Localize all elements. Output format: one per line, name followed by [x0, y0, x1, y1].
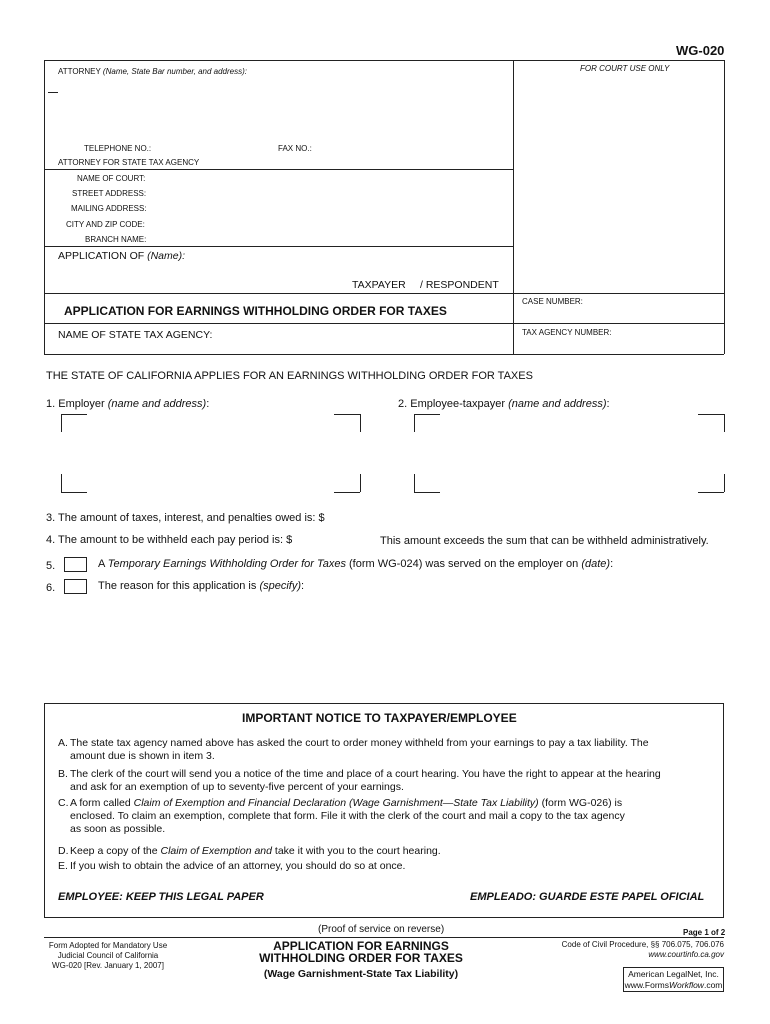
title-row-bottom-rule — [44, 323, 724, 324]
item-1-label: 1. Employer (name and address): — [46, 398, 210, 410]
court-use-divider — [513, 60, 514, 354]
mailing-address-label: MAILING ADDRESS: — [71, 204, 147, 213]
name-of-court-label: NAME OF COURT: — [77, 174, 146, 183]
application-of — [58, 250, 185, 262]
footer-subtitle: (Wage Garnishment-State Tax Liability) — [263, 968, 459, 980]
street-address-label: STREET ADDRESS: — [72, 189, 147, 198]
taxpayer-label: TAXPAYER — [352, 279, 406, 291]
header-left-rule — [44, 60, 45, 354]
item-4-note: This amount exceeds the sum that can be withheld administratively. — [380, 535, 709, 547]
courtinfo-url: www.courtinfo.ca.gov — [648, 950, 724, 959]
empleado-notice: EMPLEADO: GUARDE ESTE PAPEL OFICIAL — [470, 891, 705, 903]
city-zip-label: CITY AND ZIP CODE: — [66, 220, 145, 229]
council-text: Judicial Council of California — [57, 951, 159, 960]
footer-title-line-2: WITHHOLDING ORDER FOR TAXES — [259, 951, 463, 965]
header-bottom-rule — [44, 354, 724, 355]
revision-text: WG-020 [Rev. January 1, 2007] — [52, 961, 164, 970]
notice-item-d: D. Keep a copy of the Claim of Exemption and take it with you to the court hearing. — [58, 845, 441, 857]
court-block-rule — [44, 169, 513, 170]
attorney-for-label: ATTORNEY FOR STATE TAX AGENCY — [58, 158, 200, 167]
application-of-hint: (Name): — [147, 250, 185, 262]
vendor-name: American LegalNet, Inc. — [628, 969, 719, 979]
court-use-label: FOR COURT USE ONLY — [580, 64, 670, 73]
tax-agency-number-label: TAX AGENCY NUMBER: — [522, 328, 612, 337]
fax-label: FAX NO.: — [278, 144, 312, 153]
attorney-name-field[interactable] — [48, 92, 58, 93]
attorney-hint: (Name, State Bar number, and address): — [102, 67, 247, 76]
item-6-number: 6. — [46, 582, 56, 594]
adopted-text: Form Adopted for Mandatory Use — [48, 941, 168, 950]
case-number-label: CASE NUMBER: — [522, 297, 583, 306]
attorney-label: ATTORNEY — [58, 67, 101, 76]
item-2-label: 2. Employee-taxpayer (name and address): — [398, 398, 610, 410]
employee-notice: EMPLOYEE: KEEP THIS LEGAL PAPER — [58, 891, 264, 903]
item-5-checkbox[interactable] — [64, 557, 87, 572]
item-6-checkbox[interactable] — [64, 579, 87, 594]
notice-item-b: B. The clerk of the court will send you a notice of the time and place of a court hearing. You have the right to appear at the hearing and ask for an exemption of up to seventy-five percent of your earnings. — [58, 768, 661, 793]
respondent-label: / RESPONDENT — [420, 279, 499, 291]
form-adoption-info — [44, 941, 172, 971]
notice-item-a: A. The state tax agency named above has asked the court to order money withheld from your earnings to pay a tax liability. The amount due is shown in item 3. — [58, 737, 649, 762]
title-row-top-rule — [44, 293, 724, 294]
item-5-text: A Temporary Earnings Withholding Order for Taxes (form WG-024) was served on the employer on (date): — [98, 558, 614, 570]
footer-title-line-1: APPLICATION FOR EARNINGS — [273, 939, 449, 953]
item-3-text: 3. The amount of taxes, interest, and penalties owed is: $ — [46, 512, 325, 524]
proof-of-service: (Proof of service on reverse) — [318, 924, 445, 935]
page-number: Page 1 of 2 — [683, 928, 726, 937]
notice-item-e: E. If you wish to obtain the advice of an attorney, you should do so at once. — [58, 860, 406, 872]
state-tax-agency-label: NAME OF STATE TAX AGENCY: — [58, 329, 213, 341]
footer-rule — [44, 937, 724, 938]
form-number: WG-020 — [676, 43, 725, 58]
code-text: Code of Civil Procedure, §§ 706.075, 706.076 — [561, 940, 724, 949]
item-6-text: The reason for this application is (specify): — [98, 580, 305, 592]
attorney-label-block — [58, 67, 247, 76]
intro-statement: THE STATE OF CALIFORNIA APPLIES FOR AN EARNINGS WITHHOLDING ORDER FOR TAXES — [46, 370, 533, 382]
item-5-number: 5. — [46, 560, 56, 572]
item-4-text: 4. The amount to be withheld each pay period is: $ — [46, 534, 293, 546]
footer-title — [236, 940, 486, 964]
branch-name-label: BRANCH NAME: — [85, 235, 147, 244]
application-block-rule — [44, 246, 513, 247]
application-of-label: APPLICATION OF — [58, 250, 145, 262]
notice-title: IMPORTANT NOTICE TO TAXPAYER/EMPLOYEE — [242, 711, 517, 725]
form-title: APPLICATION FOR EARNINGS WITHHOLDING ORDER FOR TAXES — [64, 304, 447, 318]
code-citation — [520, 940, 724, 960]
header-right-rule — [724, 60, 725, 354]
vendor-box — [623, 967, 724, 992]
telephone-label: TELEPHONE NO.: — [84, 144, 152, 153]
header-top-rule — [44, 60, 724, 61]
vendor-url: www.FormsWorkflow.com — [624, 980, 723, 990]
notice-item-c: C. A form called Claim of Exemption and Financial Declaration (Wage Garnishment—State Tax Liability) (form WG-026) is enclosed. To claim an exemption, complete that form. File it with the clerk of the court and mail a copy to the tax agency as soon as possible. — [58, 797, 625, 835]
